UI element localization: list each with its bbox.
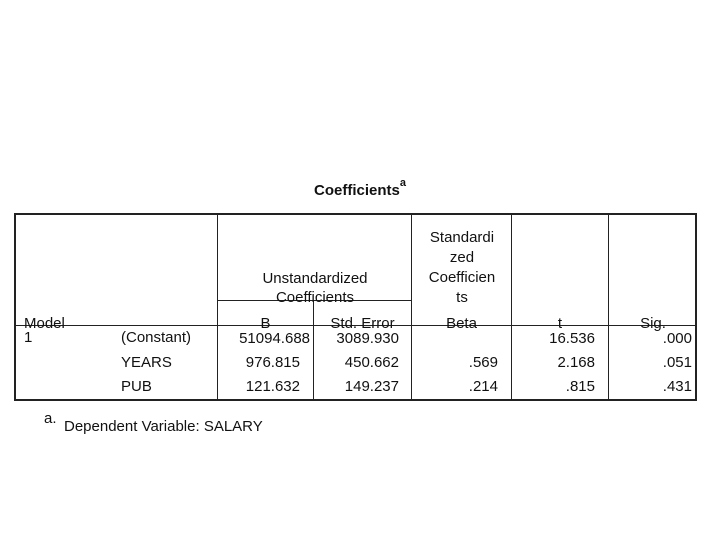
row-name: PUB: [121, 378, 152, 395]
header-standardized-2: zed: [449, 249, 475, 266]
row-b: 121.632: [245, 378, 300, 395]
table-title: [0, 177, 720, 199]
row-beta: .214: [468, 378, 498, 395]
header-b: B: [260, 315, 271, 332]
header-model: Model: [24, 315, 65, 332]
row-std-error: 149.237: [344, 378, 399, 395]
header-standardized-4: ts: [456, 289, 468, 306]
coefficients-table: [14, 213, 697, 400]
table-frame: [14, 213, 697, 401]
row-b: 51094.688: [239, 330, 310, 347]
title-text: Coefficients: [314, 182, 400, 199]
header-sig: Sig.: [640, 315, 666, 332]
header-t: t: [557, 315, 563, 332]
header-std-error: Std. Error: [330, 315, 395, 332]
row-name: YEARS: [121, 354, 172, 371]
title-superscript: a: [399, 177, 406, 189]
row-beta: .569: [468, 354, 498, 371]
row-std-error: 3089.930: [336, 330, 399, 347]
row-sig: .431: [662, 378, 692, 395]
table-footnote: [44, 410, 263, 435]
row-sig: .051: [662, 354, 692, 371]
row-sig: .000: [662, 330, 692, 347]
row-name: (Constant): [121, 329, 192, 346]
header-unstandardized-1: Unstandardized: [262, 270, 368, 287]
row-t: 2.168: [557, 354, 595, 371]
row-t: .815: [565, 378, 595, 395]
footnote-mark: a.: [44, 410, 57, 427]
header-unstandardized-2: Coefficients: [275, 289, 355, 306]
row-std-error: 450.662: [344, 354, 399, 371]
row-model: 1: [24, 329, 33, 346]
row-t: 16.536: [549, 330, 595, 347]
header-beta: Beta: [446, 315, 477, 332]
row-b: 976.815: [245, 354, 300, 371]
header-standardized-1: Standardi: [429, 229, 495, 246]
header-standardized-3: Coefficien: [428, 269, 496, 286]
footnote-text: Dependent Variable: SALARY: [64, 418, 263, 435]
